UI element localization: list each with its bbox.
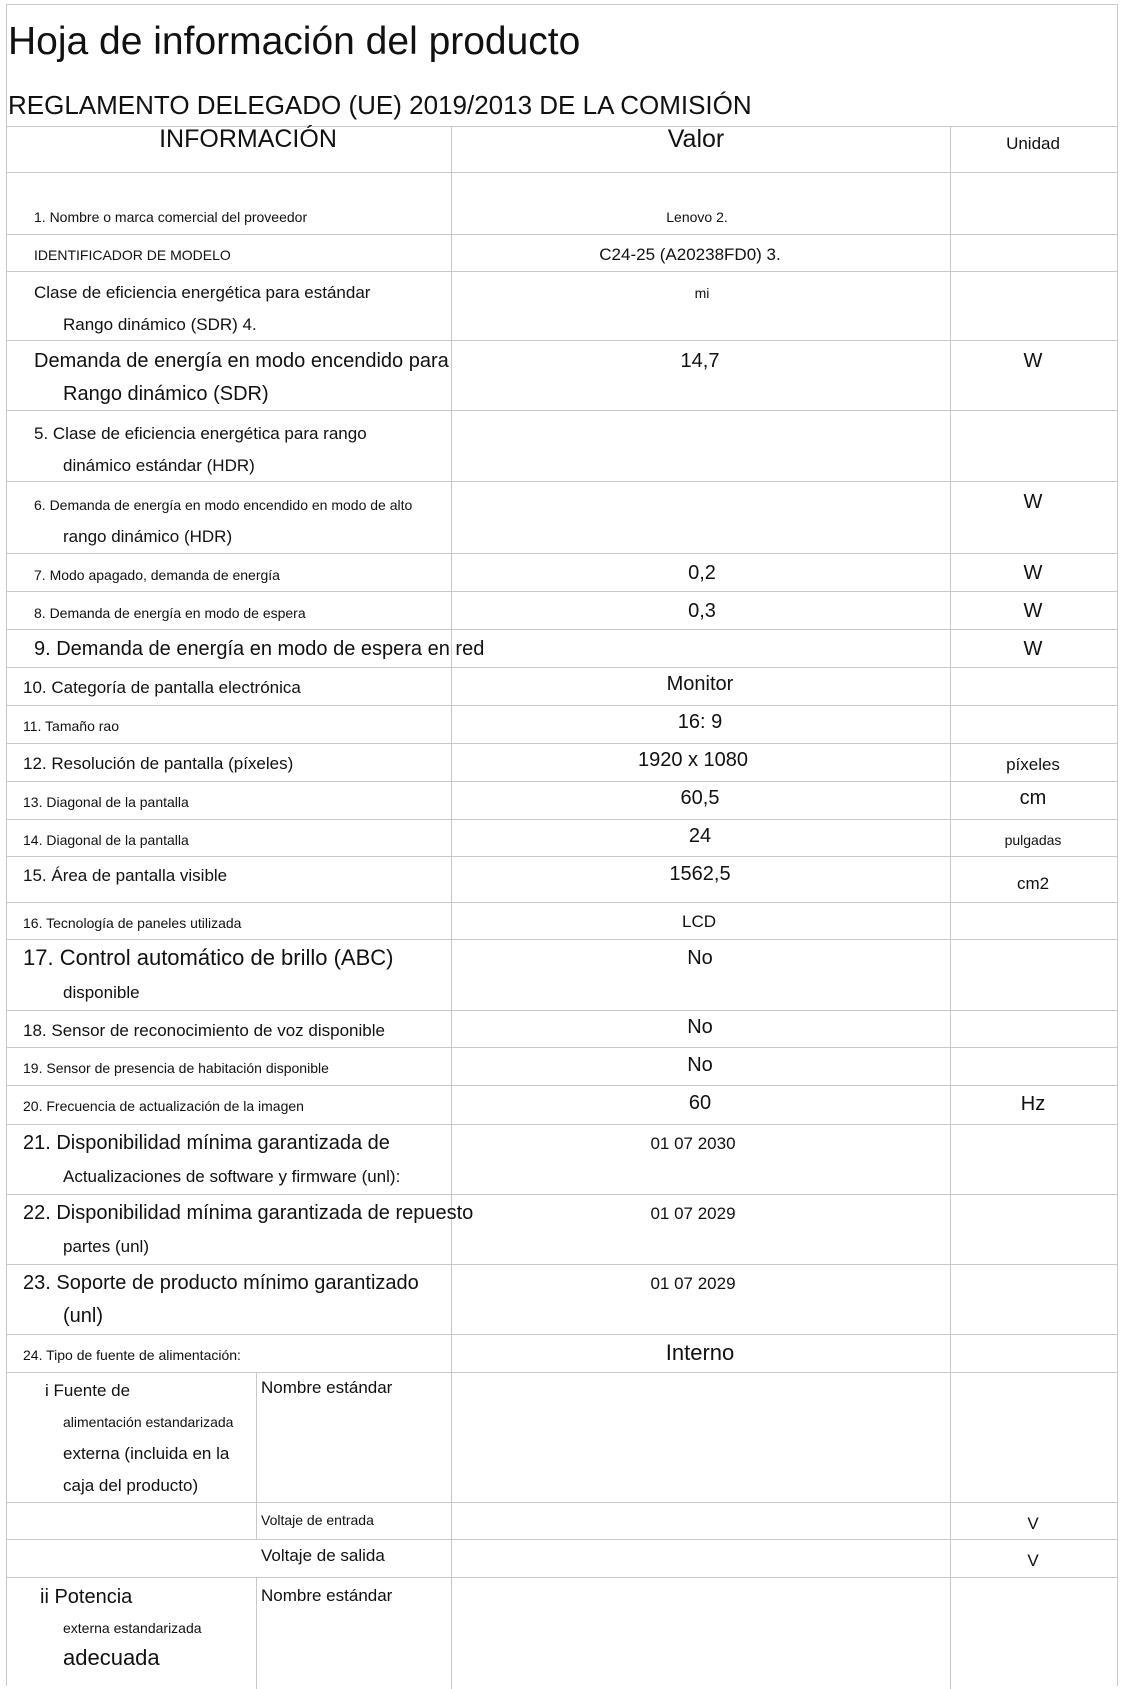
row-value: 60 [688,1092,712,1114]
row-label-line2: Rango dinámico (SDR) 4. [63,315,257,334]
row-label-line2: dinámico estándar (HDR) [63,456,255,475]
row-label-line2: (unl) [63,1305,104,1327]
psu-ii-label-line3: adecuada [63,1645,160,1670]
row-label: 6. Demanda de energía en modo encendido en modo de alto [34,497,413,513]
row-label: 23. Soporte de producto mínimo garantizado [23,1272,419,1294]
row-value: No [687,1054,713,1076]
row-unit: Hz [1020,1093,1046,1115]
row-value: 01 07 2029 [650,1274,736,1293]
row-value: C24-25 (A20238FD0) 3. [599,245,781,264]
row-value: No [687,947,713,969]
row-label: 24. Tipo de fuente de alimentación: [23,1347,241,1363]
psu-i-output-unit: V [1027,1551,1039,1570]
row-label: 13. Diagonal de la pantalla [23,794,189,810]
psu-ii-name-label: Nombre estándar [261,1586,393,1605]
row-label: 11. Tamaño rao [23,718,119,734]
row-value: Monitor [666,673,734,695]
row-value: 16: 9 [677,711,723,733]
row-value: 0,2 [688,562,716,584]
row-label: 17. Control automático de brillo (ABC) [23,945,394,970]
row-value: 01 07 2030 [650,1134,736,1153]
row-label: 5. Clase de eficiencia energética para rango [34,424,367,443]
psu-i-label-line1: i Fuente de [45,1381,131,1400]
regulation-title: REGLAMENTO DELEGADO (UE) 2019/2013 DE LA COMISIÓN [8,90,752,120]
row-label: 20. Frecuencia de actualización de la imagen [23,1098,304,1114]
row-label: Clase de eficiencia energética para estándar [34,283,371,302]
row-label: 10. Categoría de pantalla electrónica [23,678,301,697]
row-label: 9. Demanda de energía en modo de espera en red [34,638,485,660]
row-value: Interno [665,1340,735,1365]
row-unit: W [1023,491,1043,513]
row-label-line2: Actualizaciones de software y firmware (unl): [63,1167,401,1186]
row-label-line2: disponible [63,983,140,1002]
row-unit: W [1023,600,1043,622]
row-label-line2: Rango dinámico (SDR) [63,383,269,405]
row-label: 15. Área de pantalla visible [23,866,228,885]
row-unit: W [1023,350,1043,372]
header-value: Valor [667,125,725,153]
row-value: 14,7 [680,350,720,372]
row-unit: cm2 [1016,874,1050,893]
row-value: mi [694,285,710,301]
page-title: Hoja de información del producto [8,20,581,63]
psu-i-name-label: Nombre estándar [261,1378,393,1397]
header-unit: Unidad [1006,134,1060,153]
psu-i-output-label: Voltaje de salida [261,1546,385,1565]
row-label: 16. Tecnología de paneles utilizada [23,915,242,931]
row-label: 21. Disponibilidad mínima garantizada de [23,1132,390,1154]
row-label: 19. Sensor de presencia de habitación disponible [23,1060,329,1076]
row-unit: W [1023,638,1043,660]
row-label: 14. Diagonal de la pantalla [23,832,189,848]
header-info: INFORMACIÓN [159,125,337,153]
row-label: 1. Nombre o marca comercial del proveedor [34,209,308,225]
row-unit: píxeles [1006,755,1060,774]
row-label: Demanda de energía en modo encendido para [34,350,449,372]
psu-i-input-label: Voltaje de entrada [261,1512,374,1528]
row-value: Lenovo 2. [666,209,728,225]
row-label: 8. Demanda de energía en modo de espera [34,605,306,621]
row-value: 24 [688,825,712,847]
row-value: 0,3 [688,600,716,622]
row-label-line2: rango dinámico (HDR) [63,527,233,546]
row-value: No [687,1016,713,1038]
psu-i-label-line2: alimentación estandarizada [63,1414,234,1430]
row-value: LCD [681,912,717,931]
row-value: 1562,5 [669,863,731,885]
psu-ii-label-line1: ii Potencia [40,1586,133,1608]
row-label: 18. Sensor de reconocimiento de voz disponible [23,1021,385,1040]
psu-i-label-line4: caja del producto) [63,1476,199,1495]
row-unit: W [1023,562,1043,584]
row-label-line2: partes (unl) [63,1237,149,1256]
row-label: 22. Disponibilidad mínima garantizada de repuesto [23,1202,474,1224]
row-value: 60,5 [680,787,720,809]
row-value: 01 07 2029 [650,1204,736,1223]
row-label: IDENTIFICADOR DE MODELO [34,247,231,263]
psu-i-label-line3: externa (incluida en la [63,1444,230,1463]
row-label: 12. Resolución de pantalla (píxeles) [23,754,294,773]
row-value: 1920 x 1080 [637,749,749,771]
row-unit: cm [1019,787,1047,809]
psu-i-input-unit: V [1027,1514,1039,1533]
psu-ii-label-line2: externa estandarizada [63,1620,202,1636]
row-unit: pulgadas [1004,832,1062,848]
row-label: 7. Modo apagado, demanda de energía [34,567,280,583]
